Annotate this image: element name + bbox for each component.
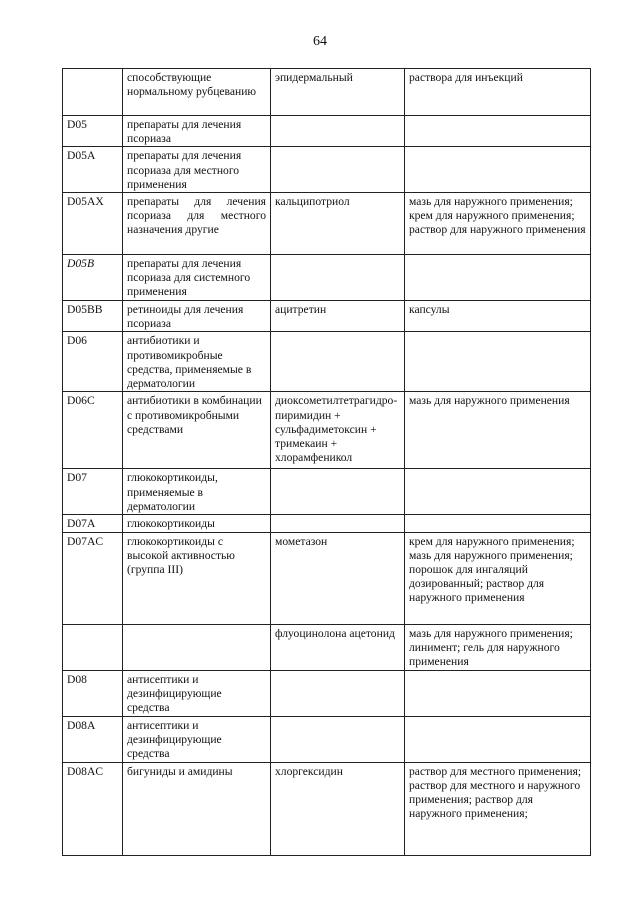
dosage-form-cell: крем для наружного применения; мазь для наружного применения; порошок для ингаляций дозированный; раствор для наружного применения [405,532,591,624]
drug-name-cell: кальципотриол [271,193,405,255]
group-name-cell: глюкокортикоиды с высокой активностью (группа III) [123,532,271,624]
atc-code-cell: D08A [63,716,123,762]
drug-name-cell: мометазон [271,532,405,624]
atc-code-cell: D05A [63,147,123,193]
table-row [63,469,591,515]
atc-code-cell: D08 [63,670,123,716]
atc-code-cell: D07AC [63,532,123,624]
group-name-cell: антисептики и дезинфицирующие средства [123,716,271,762]
drug-name-cell [271,515,405,532]
dosage-form-cell: раствор для местного применения; раствор для местного и наружного применения; раствор для наружного применения; [405,762,591,855]
drug-name-cell [271,716,405,762]
atc-code-cell: D06 [63,332,123,392]
atc-code-cell: D08AC [63,762,123,855]
atc-code-cell [63,69,123,116]
table-row [63,515,591,532]
group-name-cell: антисептики и дезинфицирующие средства [123,670,271,716]
dosage-form-cell [405,469,591,515]
atc-code-cell: D05BB [63,301,123,332]
group-name-cell: препараты для лечения псориаза для местного применения [123,147,271,193]
dosage-form-cell: мазь для наружного применения; линимент; гель для наружного применения [405,624,591,670]
dosage-form-cell [405,515,591,532]
table-row [63,301,591,332]
dosage-form-cell [405,255,591,301]
table-row [63,147,591,193]
group-name-cell: препараты для лечения псориаза для системного применения [123,255,271,301]
drug-name-cell [271,469,405,515]
atc-code-cell: D05 [63,116,123,147]
dosage-form-cell: раствора для инъекций [405,69,591,116]
atc-code-cell: D05B [63,255,123,301]
group-name-cell: антибиотики и противомикробные средства, применяемые в дерматологии [123,332,271,392]
drug-name-cell: ацитретин [271,301,405,332]
table-row [63,69,591,116]
table-row [63,193,591,255]
drug-name-cell [271,255,405,301]
group-name-cell: глюкокортикоиды, применяемые в дерматологии [123,469,271,515]
group-name-cell: антибиотики в комбинации с противомикробными средствами [123,392,271,469]
atc-code-cell: D05AX [63,193,123,255]
atc-code-cell: D07 [63,469,123,515]
table-row [63,392,591,469]
dosage-form-cell [405,716,591,762]
table-row [63,624,591,670]
dosage-form-cell [405,670,591,716]
group-name-cell: глюкокортикоиды [123,515,271,532]
dosage-form-cell: капсулы [405,301,591,332]
drug-name-cell [271,116,405,147]
group-name-cell: ретиноиды для лечения псориаза [123,301,271,332]
drug-name-cell [271,670,405,716]
group-name-cell [123,624,271,670]
table-body [63,69,591,856]
page-number: 64 [313,34,327,49]
dosage-form-cell [405,116,591,147]
atc-drug-table [62,68,591,856]
table-row [63,255,591,301]
drug-name-cell: хлоргексидин [271,762,405,855]
table-row [63,762,591,855]
atc-code-cell [63,624,123,670]
table-row [63,670,591,716]
group-name-cell: препараты для лечения псориаза [123,116,271,147]
group-name-cell: способствующие нормальному рубцеванию [123,69,271,116]
table-row [63,532,591,624]
drug-name-cell [271,147,405,193]
drug-name-cell: эпидермальный [271,69,405,116]
dosage-form-cell [405,332,591,392]
group-name-cell: препараты для лечения псориаза для местного назначения другие [123,193,271,255]
drug-name-cell: диоксометилтетрагидро-пиримидин + сульфадиметоксин + тримекаин + хлорамфеникол [271,392,405,469]
dosage-form-cell: мазь для наружного применения; крем для наружного применения; раствор для наружного применения [405,193,591,255]
dosage-form-cell [405,147,591,193]
dosage-form-cell: мазь для наружного применения [405,392,591,469]
table-row [63,332,591,392]
drug-name-cell: флуоцинолона ацетонид [271,624,405,670]
atc-code-cell: D07A [63,515,123,532]
atc-code-cell: D06C [63,392,123,469]
table-row [63,716,591,762]
drug-name-cell [271,332,405,392]
group-name-cell: бигуниды и амидины [123,762,271,855]
table-row [63,116,591,147]
